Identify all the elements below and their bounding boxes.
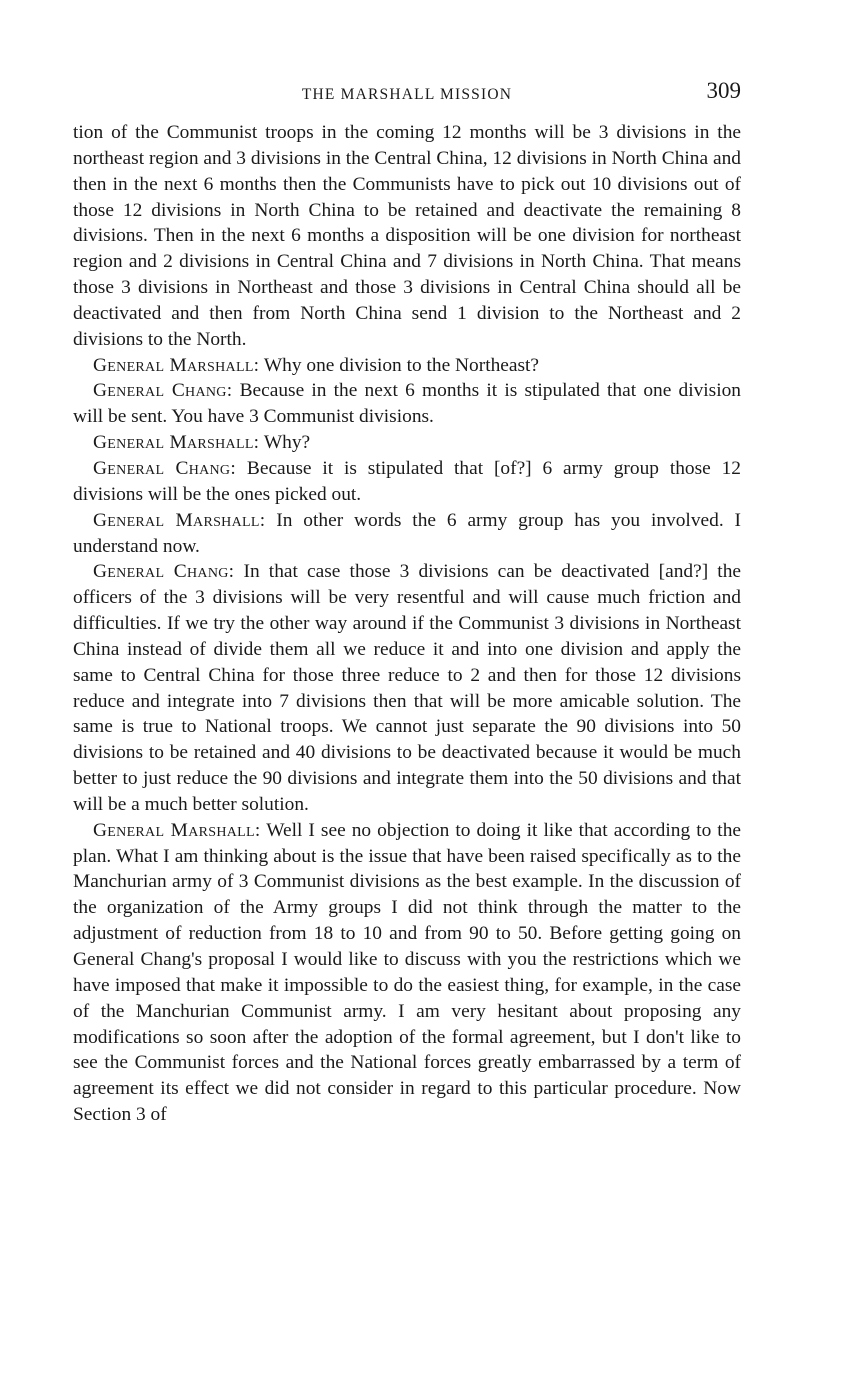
speaker-name: General Marshall: <box>93 432 260 454</box>
paragraph-text: Why one division to the Northeast? <box>263 354 540 376</box>
dialogue-paragraph <box>73 378 741 430</box>
dialogue-paragraph <box>73 559 741 817</box>
page-number: 309 <box>706 78 741 103</box>
paragraph-text: Well I see no objection to doing it like that according to the plan. What I am thinking about is the issue that have been raised specifically as to the Manchurian army of 3 Communist divisions as the best example. In the discussion of the organization of the Army groups I did not think through the matter to the adjustment of reduction from 18 to 10 and from 90 to 50. Before getting going on General Chang's proposal I would like to discuss with you the restrictions which we have imposed that make it impossible to do the easiest thing, for example, in the case of the Manchurian Communist army. I am very hesitant about proposing any modifications so soon after the adoption of the formal agreement, but I don't like to see the Communist forces and the National forces greatly embarrassed by a term of agreement its effect we did not consider in regard to this particular procedure. Now Section 3 of <box>73 819 742 1126</box>
paragraph-text: Because in the next 6 months it is stipulated that one division will be sent. You have 3 Communist divisions. <box>73 380 741 428</box>
dialogue-paragraph <box>73 508 741 560</box>
dialogue-paragraph <box>73 430 741 456</box>
speaker-name: General Marshall: <box>93 354 260 376</box>
dialogue-paragraph <box>73 818 741 1128</box>
speaker-name: General Chang: <box>93 561 235 583</box>
dialogue-paragraph <box>73 353 741 379</box>
body-text <box>73 120 741 1128</box>
paragraph-text: In that case those 3 divisions can be deactivated [and?] the officers of the 3 divisions will be very resentful and will cause much friction and difficulties. If we try the other way around if the Communist 3 divisions in Northeast China instead of divide them all we reduce it and into one division and apply the same to Central China for those three reduce to 2 and then for those 12 divisions reduce and integrate into 7 divisions then that will be more amicable solution. The same is true to National troops. We cannot just separate the 90 divisions into 50 divisions to be retained and 40 divisions to be deactivated because it would be much better to just reduce the 90 divisions and integrate them into the 50 divisions and that will be a much better solution. <box>73 561 741 815</box>
paragraph-text: tion of the Communist troops in the coming 12 months will be 3 divisions in the northeast region and 3 divisions in the Central China, 12 divisions in North China and then in the next 6 months then the Communists have to pick out 10 divisions out of those 12 divisions in North China to be retained and deactivate the remaining 8 divisions. Then in the next 6 months a disposition will be one division for northeast region and 2 divisions in Central China and 7 divisions in North China. That means those 3 divisions in Northeast and those 3 divisions in Central China should all be deactivated and then from North China send 1 division to the Northeast and 2 divisions to the North. <box>73 122 741 350</box>
running-head <box>73 78 741 110</box>
speaker-name: General Chang: <box>93 457 237 479</box>
speaker-name: General Marshall: <box>93 819 261 841</box>
book-page <box>73 78 741 1128</box>
dialogue-paragraph <box>73 456 741 508</box>
running-title: THE MARSHALL MISSION <box>301 86 513 103</box>
speaker-name: General Marshall: <box>93 509 266 531</box>
speaker-name: General Chang: <box>93 380 233 402</box>
paragraph-continued <box>73 120 741 353</box>
paragraph-text: In other words the 6 army group has you involved. I understand now. <box>73 509 741 557</box>
paragraph-text: Why? <box>263 432 311 454</box>
paragraph-text: Because it is stipulated that [of?] 6 army group those 12 divisions will be the ones picked out. <box>73 457 741 505</box>
